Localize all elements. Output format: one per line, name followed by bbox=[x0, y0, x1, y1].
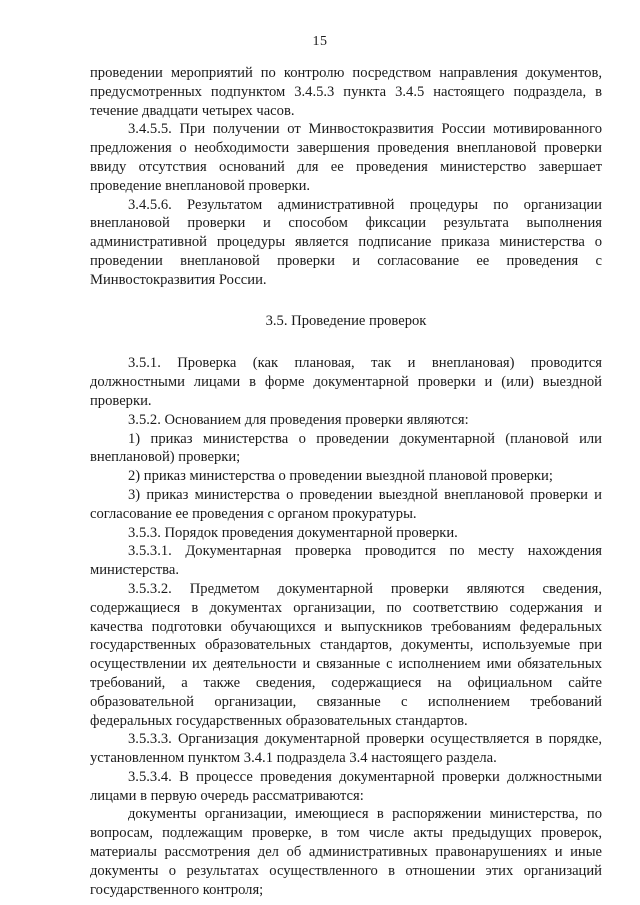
list-item-3: 3) приказ министерства о проведении выездной внеплановой проверки и согласование ее проведения с органом прокуратуры. bbox=[90, 486, 602, 522]
paragraph-3-5-1: 3.5.1. Проверка (как плановая, так и внеплановая) проводится должностными лицами в форме документарной проверки и (или) выездной проверки. bbox=[90, 355, 602, 409]
list-item-2: 2) приказ министерства о проведении выездной плановой проверки; bbox=[128, 468, 553, 485]
list-item-1: 1) приказ министерства о проведении документарной (плановой или внеплановой) проверки; bbox=[90, 430, 602, 466]
paragraph-documents: документы организации, имеющиеся в распоряжении министерства, по вопросам, подлежащим проверке, в том числе акты предыдущих проверок, материалы рассмотрения дел об административных правонарушениях и иные документы о результатах осуществленного в отношении этих организаций государственного контроля; bbox=[90, 806, 602, 898]
page-number: 15 bbox=[312, 34, 328, 49]
paragraph-3-5-2: 3.5.2. Основанием для проведения проверки являются: bbox=[128, 411, 469, 428]
paragraph-3-5-3-1: 3.5.3.1. Документарная проверка проводится по месту нахождения министерства. bbox=[90, 543, 602, 579]
paragraph-3-5-3-4: 3.5.3.4. В процессе проведения документарной проверки должностными лицами в первую очередь рассматриваются: bbox=[90, 768, 602, 804]
paragraph-3-5-3-3: 3.5.3.3. Организация документарной проверки осуществляется в порядке, установленном пунктом 3.4.1 подраздела 3.4 настоящего раздела. bbox=[90, 731, 602, 767]
paragraph-3-5-3: 3.5.3. Порядок проведения документарной проверки. bbox=[128, 524, 458, 541]
paragraph-3-4-5-6: 3.4.5.6. Результатом административной процедуры по организации внеплановой проверки и способом фиксации результата выполнения административной процедуры является подписание приказа министерства о проведении внеплановой проверки и согласование ее проведения с Минвостокразвития России. bbox=[90, 196, 602, 288]
paragraph-3-4-5-5: 3.4.5.5. При получении от Минвостокразвития России мотивированного предложения о необходимости завершения проведения внеплановой проверки ввиду отсутствия оснований для ее проведения министерство завершает проведение внеплановой проверки. bbox=[90, 121, 602, 194]
paragraph-continuation: проведении мероприятий по контролю посредством направления документов, предусмотренных подпунктом 3.4.5.3 пункта 3.4.5 настоящего подраздела, в течение двадцати четырех часов. bbox=[90, 65, 602, 119]
section-heading: 3.5. Проведение проверок bbox=[265, 312, 427, 329]
paragraph-3-5-3-2: 3.5.3.2. Предметом документарной проверки являются сведения, содержащиеся в документах организации, по соответствию содержания и качества подготовки обучающихся и выпускников требованиям федеральных государственных образовательных стандартов, документы, используемые при осуществлении их деятельности и связанные с исполнением ими обязательных требований, а также сведения, содержащиеся на официальном сайте образовательной организации, связанные с исполнением требований федеральных государственных образовательных стандартов. bbox=[90, 580, 602, 729]
document-body bbox=[90, 64, 602, 899]
